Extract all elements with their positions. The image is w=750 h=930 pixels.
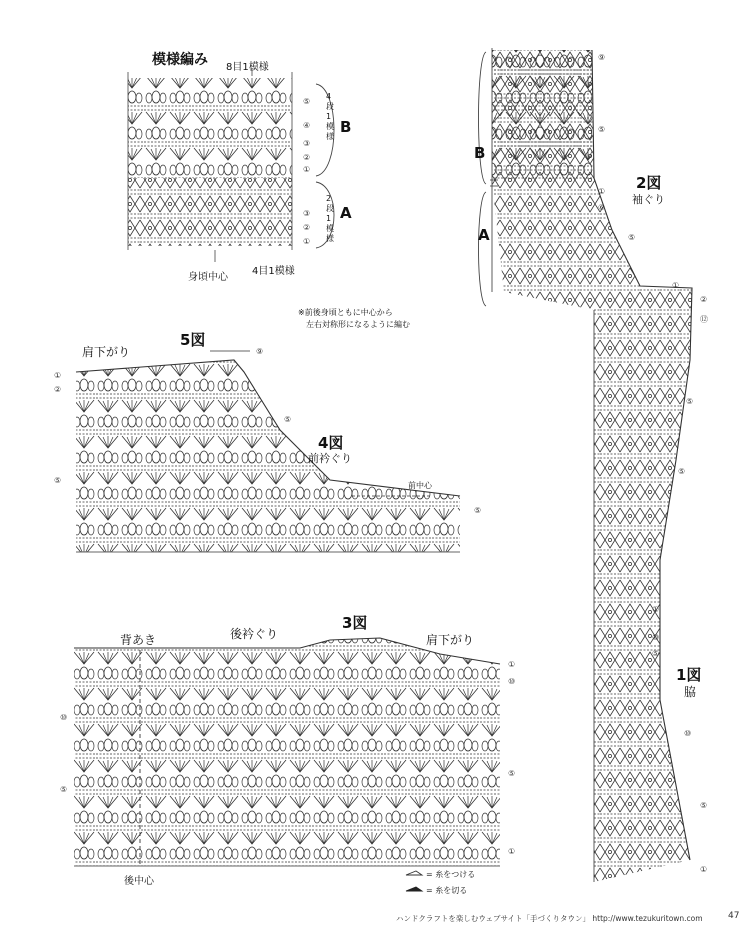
svg-text:①: ① xyxy=(303,165,311,174)
legend-attach: = 糸をつける xyxy=(426,870,476,879)
svg-text:②: ② xyxy=(54,385,62,394)
svg-text:⑨: ⑨ xyxy=(598,53,606,62)
svg-text:①: ① xyxy=(303,237,311,246)
fig3-back-opening: 背あき xyxy=(120,633,157,647)
svg-text:⑤: ⑤ xyxy=(284,415,292,424)
fig5-title: 5図 xyxy=(180,331,206,349)
pattern-bottom-repeat-label: 4目1模様 xyxy=(252,266,295,277)
svg-text:⑨: ⑨ xyxy=(256,347,264,356)
footer-text: ハンドクラフトを楽しむウェブサイト「手づくりタウン」 http://www.tezukuritown.com xyxy=(396,914,703,923)
svg-text:②: ② xyxy=(700,295,708,304)
legend-symbols xyxy=(406,871,422,891)
note-line1: ※前後身頃ともに中心から xyxy=(298,308,393,317)
fig4-5-piece xyxy=(54,347,481,552)
svg-text:⑤: ⑤ xyxy=(474,506,482,515)
pattern-group-a-rows: 2段1模様 xyxy=(326,194,334,243)
fig2-subtitle: 袖ぐり xyxy=(632,193,665,206)
pattern-title: 模様編み xyxy=(152,52,208,68)
svg-text:①: ① xyxy=(508,847,516,856)
svg-text:⑤: ⑤ xyxy=(54,476,62,485)
pattern-group-a: A xyxy=(340,204,352,222)
pattern-group-b-rows: 4段1模様 xyxy=(326,92,334,141)
pattern-group-b: B xyxy=(340,118,352,136)
svg-text:⑤: ⑤ xyxy=(686,397,694,406)
fig1-subtitle: 脇 xyxy=(684,685,697,699)
svg-text:②: ② xyxy=(303,153,311,162)
footer-page-number: 47 xyxy=(728,911,740,921)
fig2-title: 2図 xyxy=(636,174,662,192)
svg-text:⑩: ⑩ xyxy=(684,729,692,738)
fig3-center-label: 後中心 xyxy=(124,876,154,887)
svg-text:⑩: ⑩ xyxy=(508,677,516,686)
fig3-shoulder: 肩下がり xyxy=(426,633,475,647)
svg-text:⑫: ⑫ xyxy=(700,315,708,324)
fig2-group-b: B xyxy=(474,144,486,162)
fig4-title: 4図 xyxy=(318,434,344,452)
svg-text:①: ① xyxy=(652,605,660,614)
svg-text:⑤: ⑤ xyxy=(508,769,516,778)
svg-text:①: ① xyxy=(700,865,708,874)
pattern-swatch xyxy=(128,68,334,262)
pattern-repeat-label: 8目1模様 xyxy=(226,62,269,73)
fig4-subtitle: 前衿ぐり xyxy=(308,452,352,465)
fig1-title: 1図 xyxy=(676,666,702,684)
svg-text:⑥: ⑥ xyxy=(598,203,606,212)
fig3-neckline: 後衿ぐり xyxy=(230,627,279,641)
svg-text:⑤: ⑤ xyxy=(628,233,636,242)
svg-text:①: ① xyxy=(672,281,680,290)
fig4-center-label: 前中心 xyxy=(408,481,432,490)
svg-text:⑤: ⑤ xyxy=(678,467,686,476)
svg-text:③: ③ xyxy=(303,209,311,218)
svg-text:⑤: ⑤ xyxy=(700,801,708,810)
svg-text:⑤: ⑤ xyxy=(303,97,311,106)
svg-text:③: ③ xyxy=(303,139,311,148)
svg-text:①: ① xyxy=(54,371,62,380)
svg-text:⑩: ⑩ xyxy=(60,713,68,722)
legend-cut: = 糸を切る xyxy=(426,886,468,895)
fig1-2-strip xyxy=(479,48,709,882)
svg-text:⑤: ⑤ xyxy=(652,649,660,658)
fig3-piece xyxy=(60,638,515,866)
svg-text:④: ④ xyxy=(303,121,311,130)
svg-text:①: ① xyxy=(508,660,516,669)
fig5-subtitle: 肩下がり xyxy=(82,345,131,359)
svg-text:②: ② xyxy=(303,223,311,232)
svg-text:⑤: ⑤ xyxy=(598,125,606,134)
svg-text:⑩: ⑩ xyxy=(652,633,660,642)
fig3-title: 3図 xyxy=(342,614,368,632)
pattern-center-label: 身頃中心 xyxy=(188,272,228,283)
fig2-group-a: A xyxy=(478,226,490,244)
note-line2: 左右対称形になるように編む xyxy=(306,320,410,329)
svg-text:⑤: ⑤ xyxy=(60,785,68,794)
svg-text:①: ① xyxy=(598,187,606,196)
row-numbers-swatch xyxy=(303,97,310,246)
